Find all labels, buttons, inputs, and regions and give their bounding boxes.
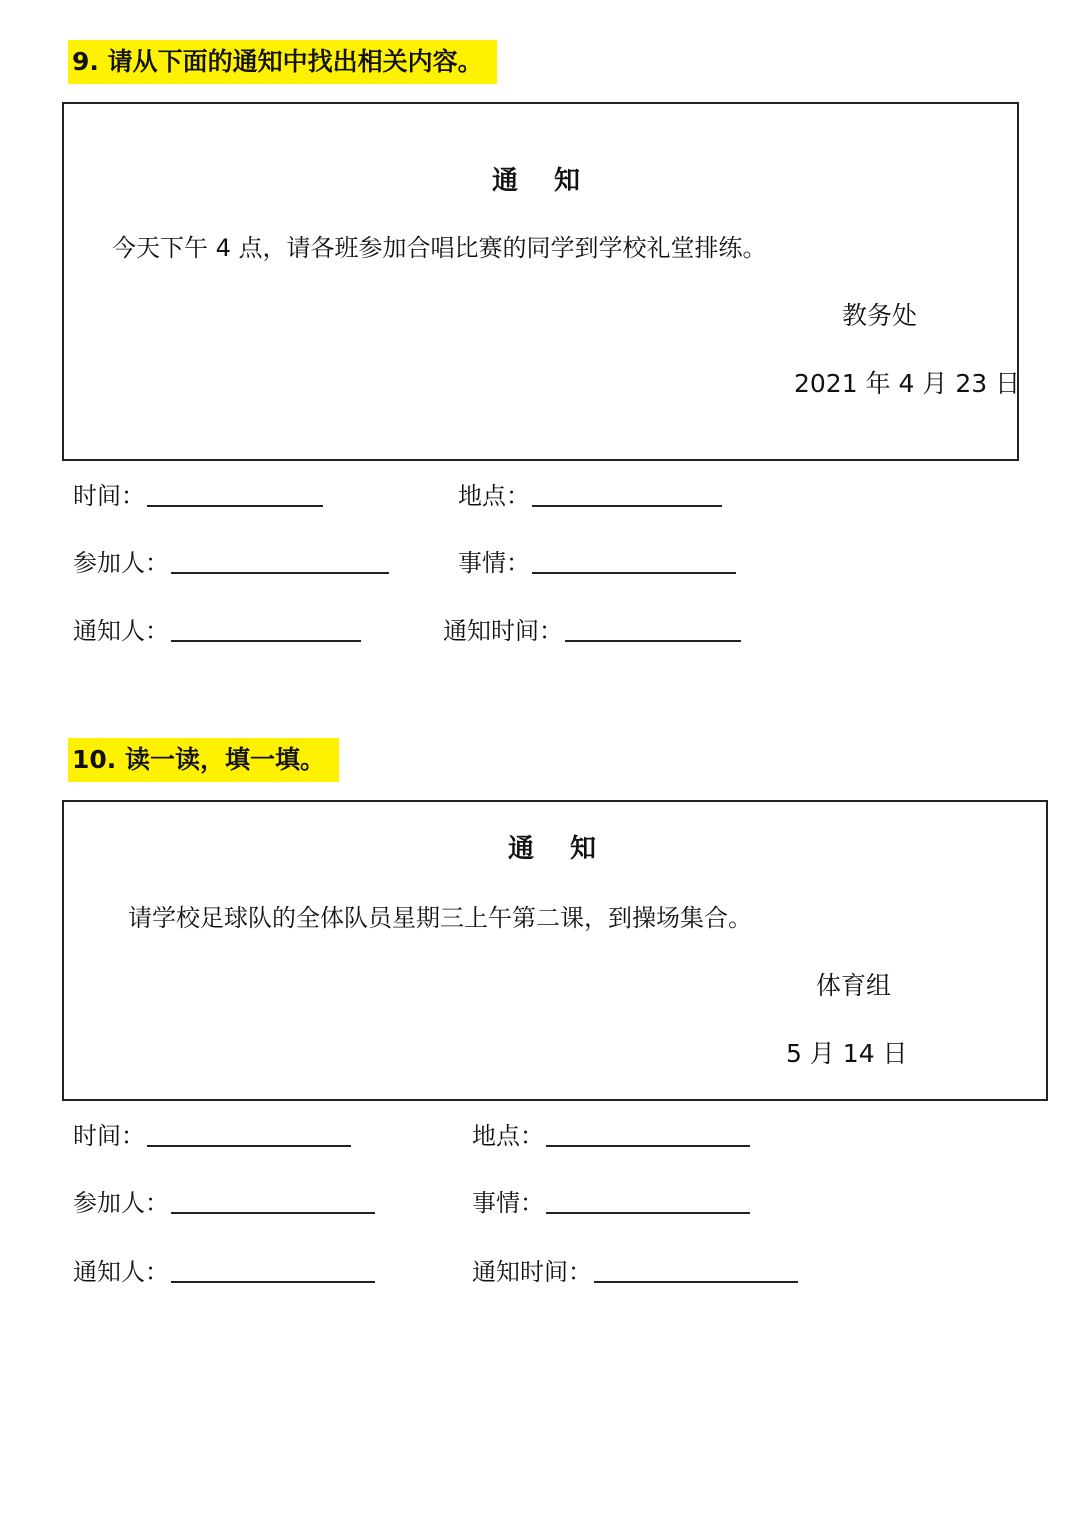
field-notifier[interactable] [73, 1252, 375, 1287]
field-place[interactable] [458, 476, 722, 511]
answer-blank[interactable] [171, 1210, 375, 1214]
notice-title: 通知 [492, 166, 617, 196]
field-label: 参加人： [73, 549, 169, 577]
field-notifier[interactable] [73, 611, 361, 646]
field-label: 事情： [458, 549, 530, 577]
question-10-heading: 10. 读一读，填一填。 [68, 738, 339, 782]
field-notice-time[interactable] [472, 1252, 798, 1287]
field-matter[interactable] [458, 543, 736, 578]
answer-blank[interactable] [171, 638, 361, 642]
answer-blank[interactable] [532, 570, 736, 574]
notice-signature: 教务处 [842, 301, 918, 330]
notice-date: 2021 年 4 月 23 日 [794, 369, 1021, 398]
answer-blank[interactable] [546, 1210, 750, 1214]
answer-blank[interactable] [546, 1143, 750, 1147]
notice-signature: 体育组 [816, 971, 892, 1000]
question-9-heading: 9. 请从下面的通知中找出相关内容。 [68, 40, 497, 84]
field-time[interactable] [73, 476, 323, 511]
field-label: 参加人： [73, 1189, 169, 1217]
notice-title: 通知 [508, 834, 633, 864]
answer-blank[interactable] [147, 1143, 351, 1147]
field-place[interactable] [472, 1116, 750, 1151]
field-label: 通知时间： [472, 1258, 592, 1286]
notice-date: 5 月 14 日 [786, 1039, 908, 1068]
field-label: 地点： [458, 482, 530, 510]
field-time[interactable] [73, 1116, 351, 1151]
field-matter[interactable] [472, 1183, 750, 1218]
answer-blank[interactable] [594, 1279, 798, 1283]
answer-blank[interactable] [171, 1279, 375, 1283]
answer-blank[interactable] [565, 638, 741, 642]
answer-blank[interactable] [532, 503, 722, 507]
answer-blank[interactable] [171, 570, 389, 574]
field-label: 地点： [472, 1122, 544, 1150]
notice-body: 今天下午 4 点，请各班参加合唱比赛的同学到学校礼堂排练。 [112, 234, 767, 262]
field-label: 时间： [73, 482, 145, 510]
field-label: 通知人： [73, 1258, 169, 1286]
field-notice-time[interactable] [443, 611, 741, 646]
field-participants[interactable] [73, 543, 389, 578]
notice-body: 请学校足球队的全体队员星期三上午第二课，到操场集合。 [128, 904, 752, 932]
notice-box-9 [62, 102, 1019, 461]
field-label: 通知时间： [443, 617, 563, 645]
answer-blank[interactable] [147, 503, 323, 507]
notice-box-10 [62, 800, 1048, 1101]
field-label: 通知人： [73, 617, 169, 645]
field-label: 事情： [472, 1189, 544, 1217]
field-label: 时间： [73, 1122, 145, 1150]
field-participants[interactable] [73, 1183, 375, 1218]
